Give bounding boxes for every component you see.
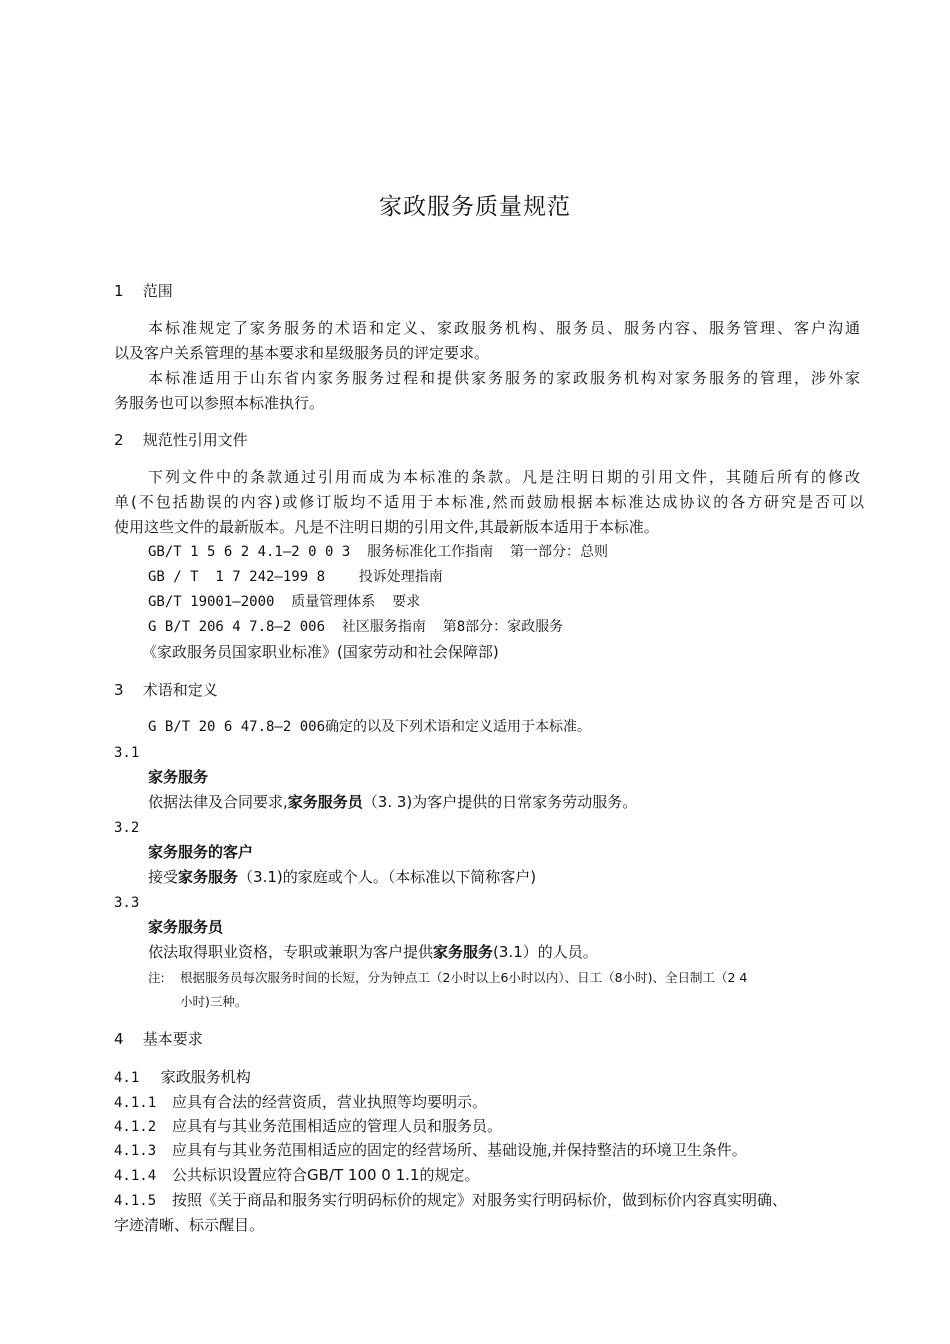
clause-item [114,1165,864,1186]
definition-term-ref: 家务服务 [178,868,239,886]
clause-number: 4.1.3 [114,1143,157,1159]
note-text: 小时)三种。 [180,994,248,1009]
paragraph-line: 本标准适用于山东省内家务服务过程和提供家务服务的家政服务机构对家务服务的管理，涉外家 [148,369,860,387]
note-text: 根据服务员每次服务时间的长短，分为钟点工（2小时以上6小时以内）、日工（8小时)、全日制工（2 4 [180,970,748,985]
paragraph-line: 使用这些文件的最新版本。凡是不注明日期的引用文件,其最新版本适用于本标准。 [114,518,659,536]
definition-text: （3.1)的家庭或个人。（本标准以下简称客户) [238,868,537,886]
clause-item [114,1190,864,1211]
definition-text: 接受 [148,868,179,886]
note-label: 注: [148,970,165,985]
paragraph-line: 务服务也可以参照本标准执行。 [114,394,325,412]
term-name: 家务服务员 [148,918,224,936]
term-number: 3.3 [114,895,140,911]
term-name: 家务服务的客户 [148,843,254,861]
term-definition [148,867,860,887]
clause-item [114,1116,864,1137]
paragraph-line: 以及客户关系管理的基本要求和星级服务员的评定要求。 [114,344,490,362]
section-number: 1 [114,282,124,300]
term-number: 3.1 [114,745,140,761]
section-number: 3 [114,681,124,699]
clause-item [114,1140,864,1161]
definition-term-ref: 家务服务员 [287,793,363,811]
term-number: 3.2 [114,820,140,836]
section-title: 规范性引用文件 [142,431,248,449]
reference-item: G B/T 206 4 7.8—2 006 社区服务指南 第8部分：家政服务 [148,619,564,635]
clause-text: 应具有与其业务范围相适应的管理人员和服务员。 [172,1117,503,1135]
term-name: 家务服务 [148,768,209,786]
clause-item [114,1092,864,1113]
section-title: 范围 [142,282,173,300]
clause-text-continued: 字迹清晰、标示醒目。 [114,1216,265,1234]
paragraph-line: 单(不包括勘误的内容)或修订版均不适用于本标准,然而鼓励根据本标准达成协议的各方研究是否可以 [114,493,864,511]
paragraph-line: 下列文件中的条款通过引用而成为本标准的条款。凡是注明日期的引用文件，其随后所有的修改 [148,468,860,486]
subsection-number: 4.1 [114,1070,140,1086]
clause-number: 4.1.5 [114,1193,157,1209]
clause-text: 公共标识设置应符合GB/T 100 0 1.1的规定。 [172,1166,480,1184]
section-1-heading [114,281,864,301]
term-note [148,968,860,988]
section-4-heading [114,1029,864,1049]
definition-term-ref: 家务服务 [433,943,494,961]
clause-number: 4.1.4 [114,1168,157,1184]
section-title: 术语和定义 [142,681,218,699]
term-definition [148,792,860,812]
subsection-4-1-heading [114,1067,864,1088]
clause-text: 按照《关于商品和服务实行明码标价的规定》对服务实行明码标价，做到标价内容真实明确、 [172,1191,788,1209]
definition-text: 依据法律及合同要求, [148,793,288,811]
clause-text: 应具有合法的经营资质，营业执照等均要明示。 [172,1093,488,1111]
subsection-title: 家政服务机构 [160,1068,251,1086]
reference-item: GB/T 19001—2000 质量管理体系 要求 [148,594,421,610]
definition-text: （3. 3)为客户提供的日常家务劳动服务。 [362,793,638,811]
section-2-heading [114,430,864,450]
section-number: 2 [114,431,124,449]
term-definition [148,942,860,962]
clause-number: 4.1.1 [114,1095,157,1111]
clause-text: 应具有与其业务范围相适应的固定的经营场所、基础设施,并保持整洁的环境卫生条件。 [172,1141,747,1159]
clause-number: 4.1.2 [114,1119,157,1135]
paragraph-line: G B/T 20 6 47.8—2 006确定的以及下列术语和定义适用于本标准。 [148,719,592,735]
document-title: 家政服务质量规范 [379,194,571,220]
reference-item: GB/T 1 5 6 2 4.1—2 0 0 3 服务标准化工作指南 第一部分：总则 [148,544,609,560]
definition-text: 依法取得职业资格，专职或兼职为客户提供 [148,943,434,961]
paragraph-line: 本标准规定了家务服务的术语和定义、家政服务机构、服务员、服务内容、服务管理、客户沟通 [148,319,860,337]
section-number: 4 [114,1030,124,1048]
reference-item: GB / T 1 7 242—199 8 投诉处理指南 [148,569,443,585]
definition-text: (3.1）的人员。 [493,943,598,961]
reference-item: 《家政服务员国家职业标准》(国家劳动和社会保障部) [142,643,499,661]
section-title: 基本要求 [142,1030,203,1048]
section-3-heading [114,680,864,700]
